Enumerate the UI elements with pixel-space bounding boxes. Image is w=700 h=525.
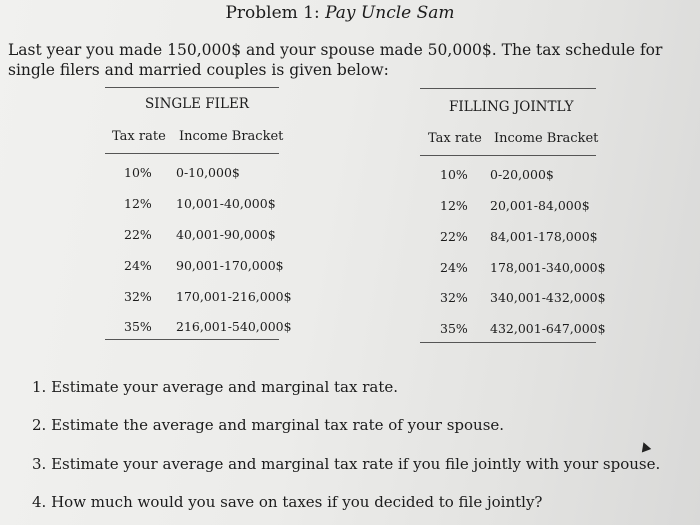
joint-bracket: 432,001-647,000$ [490, 321, 606, 336]
joint-bracket: 84,001-178,000$ [490, 229, 598, 244]
question-1: 1. Estimate your average and marginal tax rate. [32, 378, 399, 396]
joint-bracket: 0-20,000$ [490, 167, 554, 182]
single-col-bracket: Income Bracket [179, 129, 284, 144]
single-bottom-rule [105, 339, 279, 340]
single-rate: 22% [124, 227, 152, 242]
joint-bracket: 20,001-84,000$ [490, 198, 590, 213]
joint-top-rule [420, 88, 596, 89]
joint-rate: 24% [440, 260, 468, 275]
single-bracket: 90,001-170,000$ [176, 258, 284, 273]
question-2: 2. Estimate the average and marginal tax rate of your spouse. [32, 416, 505, 434]
mouse-cursor-icon [639, 441, 651, 453]
joint-rate: 35% [440, 321, 468, 336]
joint-header-rule [420, 155, 596, 156]
single-bracket: 40,001-90,000$ [176, 227, 276, 242]
joint-bracket: 340,001-432,000$ [490, 290, 606, 305]
joint-rate: 22% [440, 229, 468, 244]
joint-rate: 32% [440, 290, 468, 305]
single-top-rule [105, 87, 279, 88]
single-heading: SINGLE FILER [145, 96, 249, 112]
joint-bracket: 178,001-340,000$ [490, 260, 606, 275]
single-header-rule [105, 153, 279, 154]
question-3: 3. Estimate your average and marginal tax rate if you file jointly with your spouse. [32, 455, 661, 473]
question-4: 4. How much would you save on taxes if you decided to file jointly? [32, 493, 543, 511]
title-name: Pay Uncle Sam [325, 3, 455, 23]
joint-col-bracket: Income Bracket [494, 131, 599, 146]
joint-col-rate: Tax rate [428, 131, 482, 146]
intro-paragraph: Last year you made 150,000$ and your spouse made 50,000$. The tax schedule for single filers and married couples is given below: [8, 41, 663, 79]
problem-title [0, 3, 680, 23]
joint-bottom-rule [420, 342, 596, 343]
joint-rate: 10% [440, 167, 468, 182]
joint-rate: 12% [440, 198, 468, 213]
single-rate: 12% [124, 196, 152, 211]
single-bracket: 0-10,000$ [176, 165, 240, 180]
title-prefix: Problem 1: [225, 3, 326, 23]
single-rate: 35% [124, 319, 152, 334]
single-col-rate: Tax rate [112, 129, 166, 144]
single-bracket: 10,001-40,000$ [176, 196, 276, 211]
single-rate: 32% [124, 289, 152, 304]
joint-heading: FILLING JOINTLY [449, 99, 574, 115]
single-bracket: 216,001-540,000$ [176, 319, 292, 334]
single-rate: 10% [124, 165, 152, 180]
single-bracket: 170,001-216,000$ [176, 289, 292, 304]
single-rate: 24% [124, 258, 152, 273]
